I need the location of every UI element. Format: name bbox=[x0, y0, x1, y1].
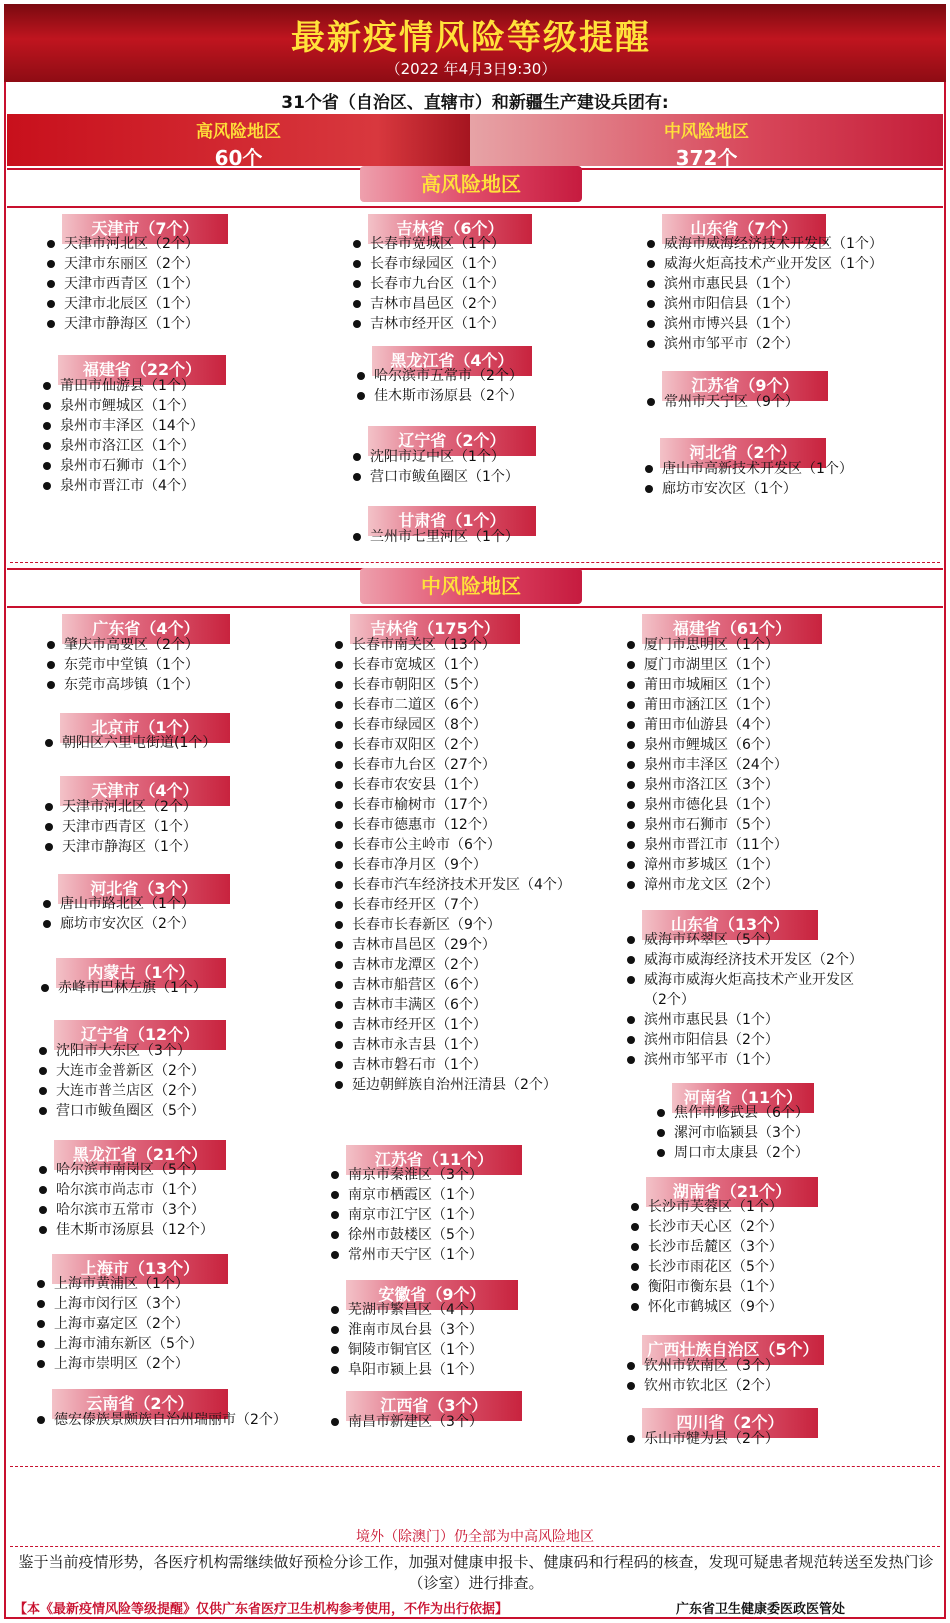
high-province-header: 天津市（7个） bbox=[62, 214, 228, 244]
list-item: 莆田市城厢区（1个） bbox=[624, 675, 788, 695]
mid-area-list bbox=[34, 1274, 203, 1374]
mid-area-list bbox=[328, 1412, 483, 1432]
list-item: 吉林市经开区（1个） bbox=[350, 314, 505, 334]
list-item: 钦州市钦南区（3个） bbox=[624, 1356, 779, 1376]
list-item: 天津市东丽区（2个） bbox=[44, 254, 199, 274]
list-item: 长沙市岳麓区（3个） bbox=[628, 1237, 783, 1257]
list-item: 哈尔滨市尚志市（1个） bbox=[36, 1180, 214, 1200]
list-item: 长春市二道区（6个） bbox=[332, 695, 571, 715]
list-item: 长沙市芙蓉区（1个） bbox=[628, 1197, 783, 1217]
list-item: 吉林市昌邑区（29个） bbox=[332, 935, 571, 955]
list-item: 泉州市丰泽区（24个） bbox=[624, 755, 788, 775]
mid-area-list bbox=[654, 1103, 809, 1163]
list-item: 哈尔滨市五常市（3个） bbox=[36, 1200, 214, 1220]
list-item: 泉州市洛江区（3个） bbox=[624, 775, 788, 795]
list-item: 周口市太康县（2个） bbox=[654, 1143, 809, 1163]
list-item: 吉林市经开区（1个） bbox=[332, 1015, 571, 1035]
abroad-note: 境外（除澳门）仍全部为中高风险地区 bbox=[356, 1529, 594, 1545]
list-item: 滨州市邹平市（1个） bbox=[624, 1050, 863, 1070]
mid-province-header: 吉林省（175个） bbox=[350, 614, 520, 644]
high-province-header: 江苏省（9个） bbox=[662, 371, 828, 401]
list-item: 长春市德惠市（12个） bbox=[332, 815, 571, 835]
list-item: 长春市朝阳区（5个） bbox=[332, 675, 571, 695]
list-item: 莆田市仙游县（1个） bbox=[40, 376, 204, 396]
list-item: 怀化市鹤城区（9个） bbox=[628, 1297, 783, 1317]
list-item: 滨州市阳信县（1个） bbox=[644, 294, 883, 314]
list-item: 吉林市龙潭区（2个） bbox=[332, 955, 571, 975]
list-item: 滨州市邹平市（2个） bbox=[644, 334, 883, 354]
mid-province-header: 河北省（3个） bbox=[58, 874, 230, 904]
list-item: 长春市宽城区（1个） bbox=[350, 234, 505, 254]
list-item: 长春市净月区（9个） bbox=[332, 855, 571, 875]
list-item: 阜阳市颍上县（1个） bbox=[328, 1360, 483, 1380]
high-area-list bbox=[642, 459, 853, 499]
list-item: 长沙市雨花区（5个） bbox=[628, 1257, 783, 1277]
list-item: 芜湖市繁昌区（4个） bbox=[328, 1300, 483, 1320]
list-item: 泉州市石狮市（5个） bbox=[624, 815, 788, 835]
list-item: 朝阳区六里屯街道(1个） bbox=[42, 733, 216, 753]
mid-province-header: 辽宁省（12个） bbox=[54, 1020, 226, 1050]
divider bbox=[10, 562, 940, 563]
list-item: 上海市嘉定区（2个） bbox=[34, 1314, 203, 1334]
mid-province-header: 湖南省（21个） bbox=[646, 1177, 818, 1207]
divider bbox=[10, 1546, 940, 1547]
list-item: 衡阳市衡东县（1个） bbox=[628, 1277, 783, 1297]
list-item: 威海市威海经济技术开发区（1个） bbox=[644, 234, 883, 254]
list-item: 威海市环翠区（5个） bbox=[624, 930, 863, 950]
list-item: 沈阳市大东区（3个） bbox=[36, 1041, 205, 1061]
high-province-header: 福建省（22个） bbox=[58, 355, 226, 385]
list-item: 乐山市犍为县（2个） bbox=[624, 1429, 779, 1449]
list-item: 东莞市中堂镇（1个） bbox=[44, 655, 199, 675]
list-item: 长春市汽车经济技术开发区（4个） bbox=[332, 875, 571, 895]
summary-high bbox=[7, 114, 470, 170]
list-item: 泉州市洛江区（1个） bbox=[40, 436, 204, 456]
list-item: 常州市天宁区（1个） bbox=[328, 1245, 483, 1265]
summary-high-label: 高风险地区 bbox=[196, 122, 281, 142]
list-item: 廊坊市安次区（2个） bbox=[40, 914, 195, 934]
mid-area-list bbox=[42, 733, 216, 753]
list-item: 南京市江宁区（1个） bbox=[328, 1205, 483, 1225]
mid-area-list bbox=[328, 1165, 483, 1265]
list-item: 漳州市龙文区（2个） bbox=[624, 875, 788, 895]
mid-area-list bbox=[40, 894, 195, 934]
list-item: 肇庆市高要区（2个） bbox=[44, 635, 199, 655]
list-item: 滨州市阳信县（2个） bbox=[624, 1030, 863, 1050]
subtitle: 31个省（自治区、直辖市）和新疆生产建设兵团有: bbox=[281, 93, 669, 113]
list-item: 长春市南关区（13个） bbox=[332, 635, 571, 655]
list-item: 长春市公主岭市（6个） bbox=[332, 835, 571, 855]
list-item: 长春市绿园区（1个） bbox=[350, 254, 505, 274]
list-item: 威海市威海经济技术开发区（2个） bbox=[624, 950, 863, 970]
high-province-header: 黑龙江省（4个） bbox=[372, 346, 532, 376]
list-item: 滨州市惠民县（1个） bbox=[644, 274, 883, 294]
list-item: 天津市河北区（2个） bbox=[42, 797, 197, 817]
list-item: 南京市栖霞区（1个） bbox=[328, 1185, 483, 1205]
list-item: 上海市闵行区（3个） bbox=[34, 1294, 203, 1314]
list-item: 天津市西青区（1个） bbox=[44, 274, 199, 294]
mid-area-list bbox=[624, 930, 863, 1070]
list-item: 赤峰市巴林左旗（1个） bbox=[38, 978, 207, 998]
list-item: 泉州市德化县（1个） bbox=[624, 795, 788, 815]
mid-area-list bbox=[38, 978, 207, 998]
list-item: 泉州市晋江市（11个） bbox=[624, 835, 788, 855]
list-item: （2个） bbox=[644, 992, 695, 1008]
list-item: 吉林市永吉县（1个） bbox=[332, 1035, 571, 1055]
list-item: 南昌市新建区（3个） bbox=[328, 1412, 483, 1432]
mid-area-list bbox=[628, 1197, 783, 1317]
list-item: 厦门市思明区（1个） bbox=[624, 635, 788, 655]
list-item: 莆田市涵江区（1个） bbox=[624, 695, 788, 715]
mid-area-list bbox=[34, 1410, 287, 1430]
mid-province-header: 广西壮族自治区（5个） bbox=[642, 1335, 824, 1365]
list-item: 兰州市七里河区（1个） bbox=[350, 527, 519, 547]
list-item: 佳木斯市汤原县（2个） bbox=[354, 386, 523, 406]
mid-province-header: 上海市（13个） bbox=[52, 1254, 228, 1284]
list-item: 长春市双阳区（2个） bbox=[332, 735, 571, 755]
mid-province-header: 江苏省（11个） bbox=[346, 1145, 522, 1175]
list-item: 滨州市惠民县（1个） bbox=[624, 1010, 863, 1030]
list-item: 天津市静海区（1个） bbox=[44, 314, 199, 334]
list-item: 长春市榆树市（17个） bbox=[332, 795, 571, 815]
high-area-list bbox=[350, 234, 505, 334]
list-item: 唐山市高新技术开发区（1个） bbox=[642, 459, 853, 479]
mid-risk-band: 中风险地区 bbox=[360, 568, 582, 604]
high-area-list bbox=[350, 527, 519, 547]
list-item: 滨州市博兴县（1个） bbox=[644, 314, 883, 334]
summary-mid-count: 372个 bbox=[675, 146, 738, 170]
mid-province-header: 四川省（2个） bbox=[642, 1408, 818, 1438]
divider bbox=[10, 1466, 940, 1467]
list-item: 长春市绿园区（8个） bbox=[332, 715, 571, 735]
high-risk-band: 高风险地区 bbox=[360, 166, 582, 202]
mid-province-header: 内蒙古（1个） bbox=[56, 958, 226, 988]
mid-area-list bbox=[36, 1041, 205, 1121]
list-item: 泉州市晋江市（4个） bbox=[40, 476, 204, 496]
list-item: 淮南市凤台县（3个） bbox=[328, 1320, 483, 1340]
mid-province-header: 安徽省（9个） bbox=[346, 1280, 518, 1310]
summary-mid bbox=[470, 114, 943, 170]
list-item: 上海市黄浦区（1个） bbox=[34, 1274, 203, 1294]
list-item: 长春市宽城区（1个） bbox=[332, 655, 571, 675]
list-item: 铜陵市铜官区（1个） bbox=[328, 1340, 483, 1360]
list-item: 吉林市磐石市（1个） bbox=[332, 1055, 571, 1075]
mid-area-list bbox=[624, 1429, 779, 1449]
list-item: 泉州市鲤城区（6个） bbox=[624, 735, 788, 755]
mid-area-list bbox=[332, 635, 571, 1095]
high-province-header: 辽宁省（2个） bbox=[368, 426, 536, 456]
list-item: 东莞市高埗镇（1个） bbox=[44, 675, 199, 695]
disclaimer: 【本《最新疫情风险等级提醒》仅供广东省医疗卫生机构参考使用，不作为出行依据】 bbox=[14, 1602, 509, 1617]
summary-high-count: 60个 bbox=[214, 146, 263, 170]
mid-area-list bbox=[42, 797, 197, 857]
list-item: 长春市农安县（1个） bbox=[332, 775, 571, 795]
list-item: 长春市九台区（1个） bbox=[350, 274, 505, 294]
list-item: 天津市静海区（1个） bbox=[42, 837, 197, 857]
list-item: 长春市经开区（7个） bbox=[332, 895, 571, 915]
list-item: 天津市西青区（1个） bbox=[42, 817, 197, 837]
list-item: 威海市威海火炬高技术产业开发区 bbox=[624, 970, 863, 990]
list-item: 大连市普兰店区（2个） bbox=[36, 1081, 205, 1101]
list-item: 天津市河北区（2个） bbox=[44, 234, 199, 254]
list-item: 营口市鲅鱼圈区（1个） bbox=[350, 467, 519, 487]
list-item: 泉州市丰泽区（14个） bbox=[40, 416, 204, 436]
mid-area-list bbox=[328, 1300, 483, 1380]
list-item: 徐州市鼓楼区（5个） bbox=[328, 1225, 483, 1245]
list-item: 吉林市船营区（6个） bbox=[332, 975, 571, 995]
summary-mid-label: 中风险地区 bbox=[664, 122, 749, 142]
high-province-header: 甘肃省（1个） bbox=[368, 506, 536, 536]
list-item: 廊坊市安次区（1个） bbox=[642, 479, 853, 499]
divider bbox=[7, 206, 943, 208]
list-item: 佳木斯市汤原县（12个） bbox=[36, 1220, 214, 1240]
list-item: 唐山市路北区（1个） bbox=[40, 894, 195, 914]
list-item: 长沙市天心区（2个） bbox=[628, 1217, 783, 1237]
mid-province-header: 黑龙江省（21个） bbox=[54, 1140, 226, 1170]
mid-province-header: 江西省（3个） bbox=[346, 1391, 522, 1421]
high-province-header: 山东省（7个） bbox=[662, 214, 826, 244]
list-item: 常州市天宁区（9个） bbox=[644, 392, 799, 412]
mid-area-list bbox=[44, 635, 199, 695]
mid-province-header: 山东省（13个） bbox=[642, 910, 818, 940]
high-area-list bbox=[644, 392, 799, 412]
mid-area-list bbox=[36, 1160, 214, 1240]
high-area-list bbox=[350, 447, 519, 487]
mid-province-header: 天津市（4个） bbox=[60, 776, 230, 806]
high-area-list bbox=[40, 376, 204, 496]
list-item: 厦门市湖里区（1个） bbox=[624, 655, 788, 675]
notice-text: 鉴于当前疫情形势，各医疗机构需继续做好预检分诊工作，加强对健康申报卡、健康码和行程码的核查，发现可疑患者规范转送至发热门诊（诊室）进行排查。 bbox=[18, 1553, 934, 1592]
list-item: 长春市九台区（27个） bbox=[332, 755, 571, 775]
issuer: 广东省卫生健康委医政医管处 bbox=[676, 1602, 846, 1617]
high-area-list bbox=[44, 234, 199, 334]
list-item: 沈阳市辽中区（1个） bbox=[350, 447, 519, 467]
list-item: 大连市金普新区（2个） bbox=[36, 1061, 205, 1081]
high-area-list bbox=[644, 234, 883, 354]
list-item: 吉林市丰满区（6个） bbox=[332, 995, 571, 1015]
list-item: 延边朝鲜族自治州汪清县（2个） bbox=[332, 1075, 571, 1095]
page-title: 最新疫情风险等级提醒 bbox=[291, 18, 651, 58]
list-item: 哈尔滨市五常市（2个） bbox=[354, 366, 523, 386]
list-item: 营口市鲅鱼圈区（5个） bbox=[36, 1101, 205, 1121]
list-item: 焦作市修武县（6个） bbox=[654, 1103, 809, 1123]
divider bbox=[7, 606, 943, 608]
high-area-list bbox=[354, 366, 523, 406]
mid-province-header: 云南省（2个） bbox=[52, 1389, 228, 1419]
list-item: 德宏傣族景颇族自治州瑞丽市（2个） bbox=[34, 1410, 287, 1430]
list-item: 南京市秦淮区（3个） bbox=[328, 1165, 483, 1185]
high-province-header: 吉林省（6个） bbox=[368, 214, 532, 244]
list-item: 莆田市仙游县（4个） bbox=[624, 715, 788, 735]
mid-area-list bbox=[624, 635, 788, 895]
update-date: （2022 年4月3日9:30） bbox=[385, 60, 557, 78]
list-item: 天津市北辰区（1个） bbox=[44, 294, 199, 314]
mid-province-header: 福建省（61个） bbox=[642, 614, 822, 644]
list-item: 吉林市昌邑区（2个） bbox=[350, 294, 505, 314]
list-item: 泉州市鲤城区（1个） bbox=[40, 396, 204, 416]
list-item: 哈尔滨市南岗区（5个） bbox=[36, 1160, 214, 1180]
mid-area-list bbox=[624, 1356, 779, 1396]
list-item: 上海市崇明区（2个） bbox=[34, 1354, 203, 1374]
list-item: 长春市长春新区（9个） bbox=[332, 915, 571, 935]
mid-province-header: 河南省（11个） bbox=[672, 1083, 814, 1113]
list-item: 漳州市芗城区（1个） bbox=[624, 855, 788, 875]
mid-province-header: 北京市（1个） bbox=[60, 713, 230, 743]
list-item: 钦州市钦北区（2个） bbox=[624, 1376, 779, 1396]
high-province-header: 河北省（2个） bbox=[660, 438, 826, 468]
mid-province-header: 广东省（4个） bbox=[62, 614, 230, 644]
list-item: 漯河市临颍县（3个） bbox=[654, 1123, 809, 1143]
list-item: 威海火炬高技术产业开发区（1个） bbox=[644, 254, 883, 274]
list-item: 泉州市石狮市（1个） bbox=[40, 456, 204, 476]
list-item: 上海市浦东新区（5个） bbox=[34, 1334, 203, 1354]
